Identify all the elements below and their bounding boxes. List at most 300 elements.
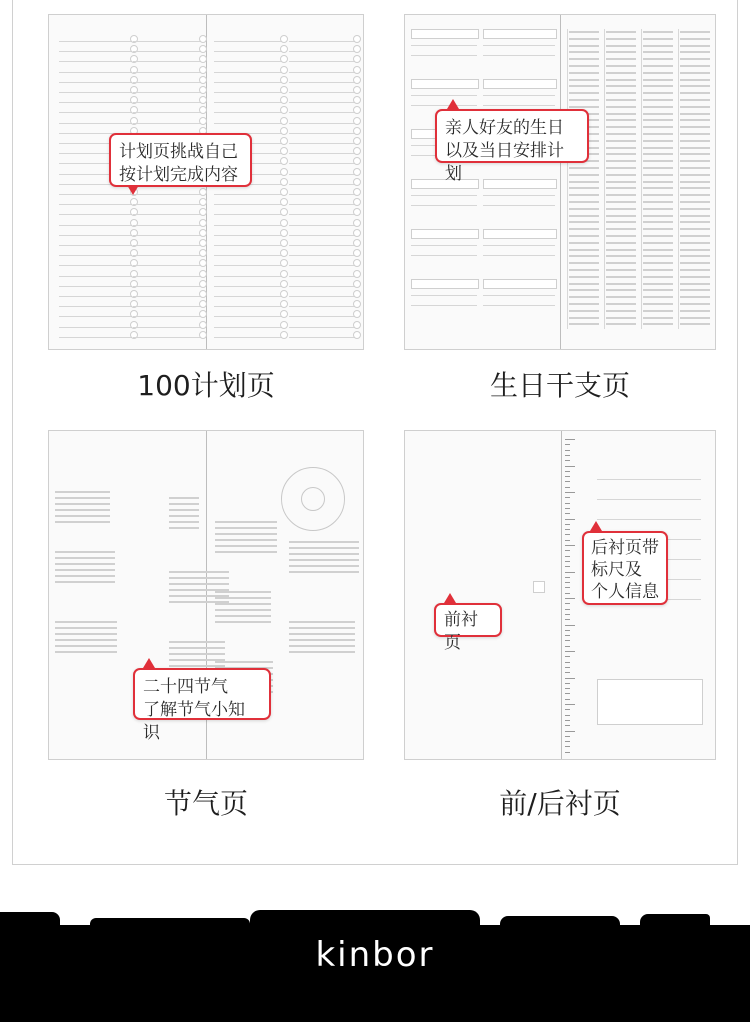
ruler-tick: [565, 656, 570, 657]
plan-rule-line: [133, 123, 203, 124]
plan-rule-line: [214, 265, 284, 266]
plan-check-circle: [199, 280, 207, 288]
plan-rule-line: [214, 245, 284, 246]
plan-check-circle: [280, 66, 288, 74]
plan-check-circle: [199, 35, 207, 43]
plan-check-circle: [353, 290, 361, 298]
ganzhi-table-cell: [680, 31, 710, 33]
plan-check-circle: [353, 321, 361, 329]
plan-check-circle: [353, 168, 361, 176]
ganzhi-table-cell: [569, 65, 599, 67]
plan-check-circle: [280, 198, 288, 206]
plan-rule-line: [214, 286, 284, 287]
ruler-tick: [565, 725, 570, 726]
ruler-tick: [565, 662, 570, 663]
solar-term-text-line: [169, 571, 229, 573]
ruler-tick: [565, 556, 570, 557]
birthday-entry-line: [411, 195, 477, 196]
solar-term-callout-line-2: 了解节气小知识: [143, 700, 245, 743]
ganzhi-table-cell: [606, 194, 636, 196]
ruler-tick: [565, 672, 570, 673]
plan-callout-line-2: 按计划完成内容: [119, 165, 238, 185]
ganzhi-table-cell: [680, 296, 710, 298]
ganzhi-table-cell: [569, 228, 599, 230]
ganzhi-table-cell: [643, 276, 673, 278]
ganzhi-table-cell: [643, 167, 673, 169]
plan-rule-line: [289, 51, 357, 52]
plan-check-circle: [280, 239, 288, 247]
ganzhi-table-cell: [680, 58, 710, 60]
birthday-entry-box: [411, 79, 479, 89]
solar-term-text-line: [55, 633, 117, 635]
ruler-tick: [565, 646, 570, 647]
ganzhi-table-cell: [680, 65, 710, 67]
ganzhi-table-cell: [680, 289, 710, 291]
plan-rule-line: [59, 123, 134, 124]
plan-check-circle: [280, 76, 288, 84]
ganzhi-table-cell: [569, 85, 599, 87]
plan-check-circle: [280, 219, 288, 227]
birthday-callout-line-1: 亲人好友的生日: [445, 118, 564, 138]
plan-rule-line: [289, 337, 357, 338]
plan-rule-line: [214, 296, 284, 297]
plan-rule-line: [59, 102, 134, 103]
ganzhi-table-cell: [606, 255, 636, 257]
ganzhi-table-cell: [606, 140, 636, 142]
birthday-entry-line: [411, 205, 477, 206]
ganzhi-table-cell: [606, 249, 636, 251]
ganzhi-table-cell: [606, 153, 636, 155]
plan-check-circle: [353, 117, 361, 125]
plan-rule-line: [214, 82, 284, 83]
plan-rule-line: [133, 92, 203, 93]
plan-rule-line: [133, 337, 203, 338]
solar-term-text-line: [169, 577, 229, 579]
plan-rule-line: [289, 296, 357, 297]
plan-check-circle: [280, 270, 288, 278]
solar-term-text-line: [169, 503, 199, 505]
plan-check-circle: [353, 270, 361, 278]
plan-check-circle: [353, 86, 361, 94]
birthday-entry-line: [483, 245, 555, 246]
ganzhi-table-cell: [606, 51, 636, 53]
solar-term-text-line: [289, 559, 359, 561]
solar-term-text-line: [215, 609, 271, 611]
ganzhi-table-cell: [606, 269, 636, 271]
plan-rule-line: [289, 153, 357, 154]
ganzhi-table-cell: [643, 235, 673, 237]
plan-check-circle: [280, 157, 288, 165]
birthday-entry-line: [483, 255, 555, 256]
plan-check-circle: [280, 321, 288, 329]
solar-term-text-line: [289, 571, 359, 573]
ganzhi-table-cell: [606, 283, 636, 285]
plan-check-circle: [280, 106, 288, 114]
ganzhi-table-cell: [569, 31, 599, 33]
ganzhi-column-divider: [641, 29, 642, 329]
solar-term-callout: [133, 668, 271, 743]
ganzhi-table-cell: [680, 153, 710, 155]
ganzhi-table-cell: [606, 79, 636, 81]
ruler-tick: [565, 741, 570, 742]
ganzhi-table-cell: [569, 45, 599, 47]
plan-rule-line: [59, 265, 134, 266]
plan-check-circle: [280, 137, 288, 145]
ganzhi-table-cell: [680, 221, 710, 223]
ganzhi-table-cell: [569, 58, 599, 60]
ganzhi-table-cell: [569, 283, 599, 285]
callout-tail: [590, 521, 602, 531]
plan-check-circle: [280, 45, 288, 53]
ruler-tick: [565, 450, 570, 451]
solar-term-text-line: [55, 575, 115, 577]
solar-term-text-line: [169, 653, 225, 655]
ganzhi-table-cell: [606, 45, 636, 47]
ganzhi-table-cell: [569, 221, 599, 223]
ganzhi-table-cell: [680, 235, 710, 237]
ruler-tick: [565, 614, 570, 615]
plan-rule-line: [289, 276, 357, 277]
plan-check-circle: [199, 86, 207, 94]
ruler-tick: [565, 471, 570, 472]
plan-rule-line: [133, 204, 203, 205]
plan-rule-line: [289, 184, 357, 185]
callout-tail: [447, 99, 459, 109]
ganzhi-table-cell: [643, 269, 673, 271]
ganzhi-table-cell: [680, 242, 710, 244]
birthday-entry-box: [411, 229, 479, 239]
plan-rule-line: [133, 225, 203, 226]
ganzhi-table-cell: [680, 310, 710, 312]
plan-check-circle: [280, 208, 288, 216]
plan-rule-line: [214, 204, 284, 205]
ganzhi-table-cell: [569, 201, 599, 203]
ganzhi-table-cell: [569, 249, 599, 251]
plan-rule-line: [214, 255, 284, 256]
ganzhi-table-cell: [606, 85, 636, 87]
ruler-tick: [565, 572, 575, 573]
ganzhi-table-cell: [643, 221, 673, 223]
ganzhi-table-cell: [680, 147, 710, 149]
plan-rule-line: [214, 316, 284, 317]
birthday-entry-line: [483, 105, 555, 106]
plan-rule-line: [133, 265, 203, 266]
ganzhi-table-cell: [606, 38, 636, 40]
ganzhi-table-cell: [643, 126, 673, 128]
birthday-entry-line: [483, 55, 555, 56]
plan-check-circle: [353, 188, 361, 196]
ganzhi-column-divider: [604, 29, 605, 329]
birthday-entry-line: [411, 255, 477, 256]
birthday-entry-box: [411, 29, 479, 39]
ganzhi-table-cell: [569, 296, 599, 298]
plan-check-circle: [353, 45, 361, 53]
ganzhi-table-cell: [680, 126, 710, 128]
birthday-entry-box: [411, 279, 479, 289]
solar-term-text-line: [55, 639, 117, 641]
solar-term-text-line: [215, 597, 271, 599]
ganzhi-table-cell: [680, 201, 710, 203]
ruler-tick: [565, 561, 570, 562]
ruler-tick: [565, 455, 570, 456]
plan-rule-line: [289, 143, 357, 144]
ganzhi-table-cell: [569, 194, 599, 196]
ruler-tick: [565, 693, 570, 694]
brush-stroke: [250, 910, 480, 926]
plan-check-circle: [280, 55, 288, 63]
birthday-entry-box: [483, 279, 557, 289]
solar-term-text-line: [215, 533, 277, 535]
info-line: [597, 519, 701, 520]
ganzhi-table-cell: [606, 58, 636, 60]
plan-rule-line: [289, 123, 357, 124]
plan-check-circle: [280, 127, 288, 135]
ganzhi-table-cell: [680, 133, 710, 135]
ruler-tick: [565, 752, 570, 753]
ruler-tick: [565, 566, 570, 567]
birthday-entry-line: [411, 305, 477, 306]
plan-check-circle: [199, 219, 207, 227]
plan-rule-line: [289, 174, 357, 175]
ganzhi-table-cell: [643, 72, 673, 74]
plan-rule-line: [289, 92, 357, 93]
solar-term-text-line: [289, 633, 355, 635]
plan-rule-line: [59, 194, 134, 195]
plan-rule-line: [133, 316, 203, 317]
plan-callout: [109, 133, 252, 187]
birthday-entry-line: [483, 45, 555, 46]
ruler-tick: [565, 720, 570, 721]
plan-check-circle: [353, 76, 361, 84]
plan-rule-line: [133, 286, 203, 287]
plan-check-circle: [353, 198, 361, 206]
plan-rule-line: [133, 82, 203, 83]
ruler-tick: [565, 439, 575, 440]
plan-rule-line: [59, 327, 134, 328]
ruler-tick: [565, 519, 575, 520]
plan-check-circle: [353, 219, 361, 227]
info-line: [597, 479, 701, 480]
ruler-tick: [565, 603, 570, 604]
ganzhi-table-cell: [606, 242, 636, 244]
plan-check-circle: [280, 178, 288, 186]
ganzhi-table-cell: [680, 79, 710, 81]
ganzhi-table-cell: [680, 283, 710, 285]
ganzhi-table-cell: [569, 242, 599, 244]
plan-rule-line: [214, 327, 284, 328]
ganzhi-table-cell: [606, 228, 636, 230]
brand-logo: kinbor: [315, 935, 435, 975]
plan-check-circle: [280, 290, 288, 298]
plan-callout-line-1: 计划页挑战自己: [119, 142, 238, 162]
ganzhi-table-cell: [606, 31, 636, 33]
plan-check-circle: [199, 229, 207, 237]
ganzhi-table-cell: [606, 72, 636, 74]
ganzhi-table-cell: [606, 106, 636, 108]
plan-rule-line: [133, 102, 203, 103]
ganzhi-table-cell: [606, 289, 636, 291]
ganzhi-table-cell: [680, 38, 710, 40]
ganzhi-table-cell: [680, 72, 710, 74]
ganzhi-table-cell: [680, 317, 710, 319]
plan-rule-line: [59, 72, 134, 73]
solar-term-text-line: [289, 621, 355, 623]
plan-rule-line: [289, 316, 357, 317]
solar-term-callout-line-1: 二十四节气: [143, 677, 228, 697]
plan-rule-line: [133, 235, 203, 236]
plan-rule-line: [59, 51, 134, 52]
ganzhi-table-cell: [569, 187, 599, 189]
plan-rule-line: [133, 255, 203, 256]
ganzhi-table-cell: [680, 85, 710, 87]
ganzhi-table-cell: [606, 147, 636, 149]
ruler-tick: [565, 497, 570, 498]
plan-rule-line: [59, 296, 134, 297]
solar-term-text-line: [289, 651, 355, 653]
ganzhi-table-cell: [569, 38, 599, 40]
ganzhi-table-cell: [569, 106, 599, 108]
solar-term-text-line: [215, 621, 271, 623]
ruler-tick: [565, 699, 570, 700]
callout-tail: [143, 658, 155, 668]
plan-check-circle: [280, 35, 288, 43]
plan-rule-line: [59, 235, 134, 236]
plan-rule-line: [59, 204, 134, 205]
ruler-tick: [565, 577, 570, 578]
front-endpaper-callout: [434, 603, 502, 653]
solar-term-text-line: [55, 521, 110, 523]
ganzhi-table-cell: [569, 72, 599, 74]
solar-term-text-line: [215, 527, 277, 529]
ruler-tick: [565, 593, 570, 594]
plan-check-circle: [353, 239, 361, 247]
ruler-tick: [565, 598, 575, 599]
plan-rule-line: [59, 286, 134, 287]
plan-rule-line: [59, 214, 134, 215]
plan-check-circle: [199, 331, 207, 339]
ganzhi-table-cell: [643, 289, 673, 291]
plan-check-circle: [353, 157, 361, 165]
ganzhi-table-cell: [569, 235, 599, 237]
back-endpaper-callout-line-1: 后衬页带: [591, 538, 659, 558]
solar-term-text-line: [55, 627, 117, 629]
ruler-tick: [565, 487, 570, 488]
plan-rule-line: [214, 112, 284, 113]
plan-rule-line: [133, 194, 203, 195]
ruler-tick: [565, 587, 570, 588]
ganzhi-table-cell: [680, 113, 710, 115]
plan-rule-line: [289, 102, 357, 103]
plan-rule-line: [59, 112, 134, 113]
plan-caption: 100计划页: [137, 369, 275, 402]
plan-check-circle: [353, 300, 361, 308]
ganzhi-table-cell: [680, 160, 710, 162]
plan-check-circle: [353, 259, 361, 267]
solar-term-text-line: [289, 553, 359, 555]
plan-rule-line: [289, 327, 357, 328]
ganzhi-table-cell: [680, 51, 710, 53]
plan-rule-line: [289, 72, 357, 73]
plan-check-circle: [280, 147, 288, 155]
ganzhi-table-cell: [569, 310, 599, 312]
plan-rule-line: [59, 306, 134, 307]
birthday-callout: [435, 109, 589, 184]
plan-rule-line: [214, 51, 284, 52]
ruler-tick: [565, 736, 570, 737]
plan-rule-line: [289, 163, 357, 164]
plan-check-circle: [199, 76, 207, 84]
ruler-tick: [565, 460, 570, 461]
ganzhi-table-cell: [643, 194, 673, 196]
plan-rule-line: [133, 72, 203, 73]
back-endpaper-callout: [582, 531, 668, 605]
solar-term-text-line: [289, 645, 355, 647]
ganzhi-table-cell: [606, 167, 636, 169]
plan-check-circle: [280, 249, 288, 257]
brush-stroke: [90, 918, 250, 926]
solar-term-text-line: [55, 491, 110, 493]
ganzhi-table-cell: [680, 140, 710, 142]
ganzhi-table-cell: [606, 303, 636, 305]
info-box: [597, 679, 703, 725]
ganzhi-table-cell: [606, 323, 636, 325]
birthday-entry-box: [483, 29, 557, 39]
plan-rule-line: [214, 72, 284, 73]
plan-check-circle: [353, 249, 361, 257]
ganzhi-table-cell: [643, 228, 673, 230]
ganzhi-table-cell: [569, 208, 599, 210]
ganzhi-table-cell: [680, 215, 710, 217]
plan-rule-line: [214, 235, 284, 236]
plan-rule-line: [133, 306, 203, 307]
plan-check-circle: [199, 117, 207, 125]
ganzhi-table-cell: [680, 323, 710, 325]
ganzhi-table-cell: [643, 92, 673, 94]
ruler-tick: [565, 688, 570, 689]
solar-term-text-line: [55, 515, 110, 517]
ganzhi-table-cell: [569, 255, 599, 257]
ganzhi-table-cell: [643, 262, 673, 264]
ganzhi-table-cell: [680, 99, 710, 101]
ganzhi-table-cell: [569, 262, 599, 264]
solar-term-text-line: [55, 621, 117, 623]
plan-check-circle: [353, 229, 361, 237]
ganzhi-table-cell: [680, 92, 710, 94]
ruler-tick: [565, 550, 570, 551]
ganzhi-table-cell: [606, 99, 636, 101]
plan-rule-line: [289, 235, 357, 236]
plan-check-circle: [280, 188, 288, 196]
plan-check-circle: [353, 280, 361, 288]
plan-rule-line: [214, 61, 284, 62]
ruler-tick: [565, 524, 570, 525]
ganzhi-table-cell: [643, 255, 673, 257]
ruler-tick: [565, 508, 570, 509]
ganzhi-table-cell: [643, 140, 673, 142]
ganzhi-table-cell: [569, 51, 599, 53]
ganzhi-table-cell: [643, 147, 673, 149]
spread-fold: [561, 431, 562, 759]
ganzhi-table-cell: [569, 79, 599, 81]
ruler-tick: [565, 635, 570, 636]
ganzhi-table-cell: [606, 262, 636, 264]
plan-check-circle: [280, 300, 288, 308]
ganzhi-table-cell: [606, 160, 636, 162]
ganzhi-table-cell: [680, 45, 710, 47]
plan-rule-line: [133, 276, 203, 277]
plan-rule-line: [289, 225, 357, 226]
solar-term-text-line: [215, 545, 277, 547]
